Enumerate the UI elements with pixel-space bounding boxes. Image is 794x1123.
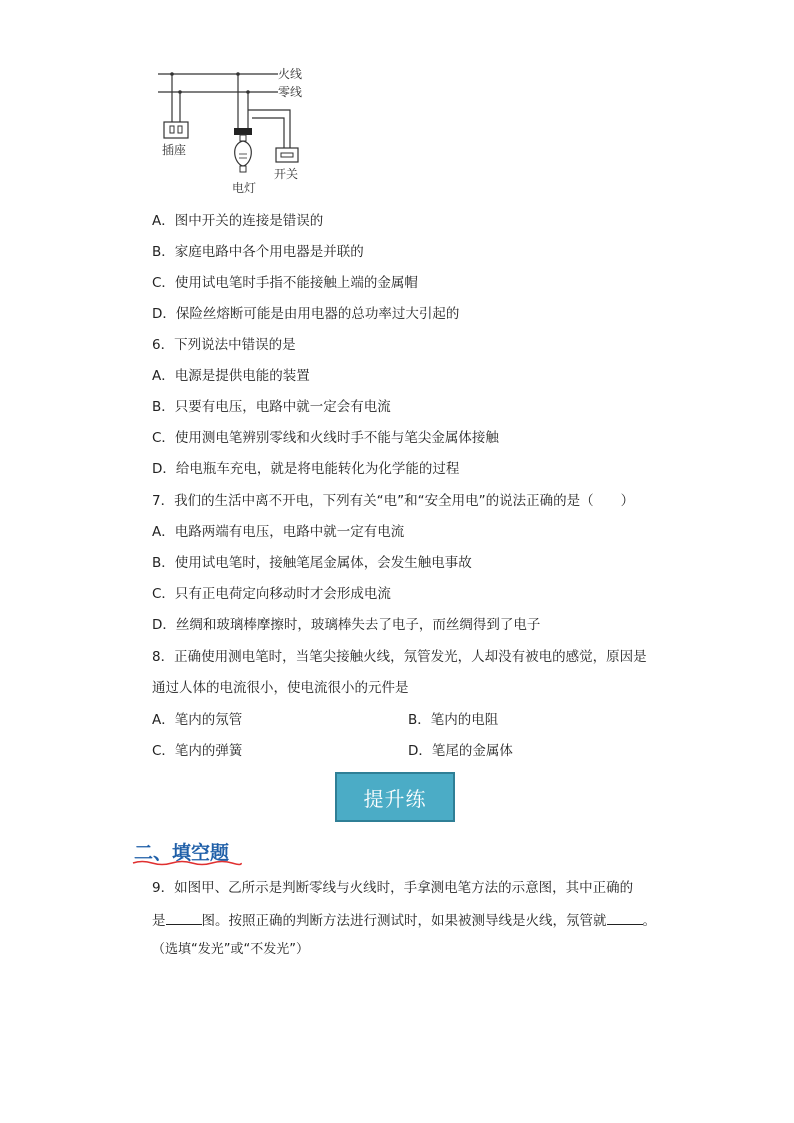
socket-label: 插座 bbox=[162, 143, 187, 157]
q9-line3: （选填“发光”或“不发光”） bbox=[152, 942, 309, 957]
q9-blank-1[interactable] bbox=[166, 910, 202, 925]
q6-option-c: C．使用测电笔辨别零线和火线时手不能与笔尖金属体接触 bbox=[152, 430, 499, 446]
neutral-wire-label: 零线 bbox=[278, 85, 303, 99]
q8-stem-line2: 通过人体的电流很小，使电流很小的元件是 bbox=[152, 680, 409, 696]
q9-line2 bbox=[152, 910, 656, 930]
q8-option-d: D．笔尾的金属体 bbox=[408, 743, 513, 759]
live-wire-label: 火线 bbox=[278, 67, 303, 81]
q5-option-c: C．使用试电笔时手指不能接触上端的金属帽 bbox=[152, 275, 418, 291]
q9-line1: 9．如图甲、乙所示是判断零线与火线时，手拿测电笔方法的示意图，其中正确的 bbox=[152, 880, 634, 896]
lamp-label: 电灯 bbox=[232, 181, 257, 195]
switch-icon bbox=[276, 148, 298, 162]
q7-option-c: C．只有正电荷定向移动时才会形成电流 bbox=[152, 586, 391, 602]
q6-stem: 6．下列说法中错误的是 bbox=[152, 337, 296, 353]
q5-option-a: A．图中开关的连接是错误的 bbox=[152, 213, 324, 229]
q8-option-b: B．笔内的电阻 bbox=[408, 712, 499, 728]
q6-option-b: B．只要有电压，电路中就一定会有电流 bbox=[152, 399, 391, 415]
q7-stem: 7．我们的生活中离不开电，下列有关“电”和“安全用电”的说法正确的是（ ） bbox=[152, 493, 635, 509]
q7-option-d: D．丝绸和玻璃棒摩擦时，玻璃棒失去了电子，而丝绸得到了电子 bbox=[152, 617, 541, 633]
q9-line2-b: 图。按照正确的判断方法进行测试时，如果被测导线是火线，氖管就 bbox=[201, 913, 607, 929]
q9-blank-2[interactable] bbox=[607, 910, 643, 925]
q6-option-d: D．给电瓶车充电，就是将电能转化为化学能的过程 bbox=[152, 461, 460, 477]
q5-option-b: B．家庭电路中各个用电器是并联的 bbox=[152, 244, 364, 260]
q8-option-a: A．笔内的氖管 bbox=[152, 712, 243, 728]
q7-option-a: A．电路两端有电压，电路中就一定有电流 bbox=[152, 524, 405, 540]
section-title: 二、填空题 bbox=[134, 842, 230, 864]
section-title-underline bbox=[132, 860, 242, 866]
q6-option-a: A．电源是提供电能的装置 bbox=[152, 368, 310, 384]
switch-label: 开关 bbox=[274, 167, 299, 181]
q8-stem-line1: 8．正确使用测电笔时，当笔尖接触火线，氖管发光，人却没有被电的感觉，原因是 bbox=[152, 649, 647, 665]
practice-banner: 提升练 bbox=[335, 772, 455, 822]
q8-option-c: C．笔内的弹簧 bbox=[152, 743, 243, 759]
q9-line2-a: 是 bbox=[152, 913, 166, 929]
socket-icon bbox=[164, 122, 188, 138]
q5-option-d: D．保险丝熔断可能是由用电器的总功率过大引起的 bbox=[152, 306, 460, 322]
lamp-icon bbox=[234, 128, 252, 172]
q7-option-b: B．使用试电笔时，接触笔尾金属体，会发生触电事故 bbox=[152, 555, 472, 571]
q9-line2-c: 。 bbox=[642, 913, 656, 929]
household-circuit-diagram bbox=[150, 64, 320, 200]
